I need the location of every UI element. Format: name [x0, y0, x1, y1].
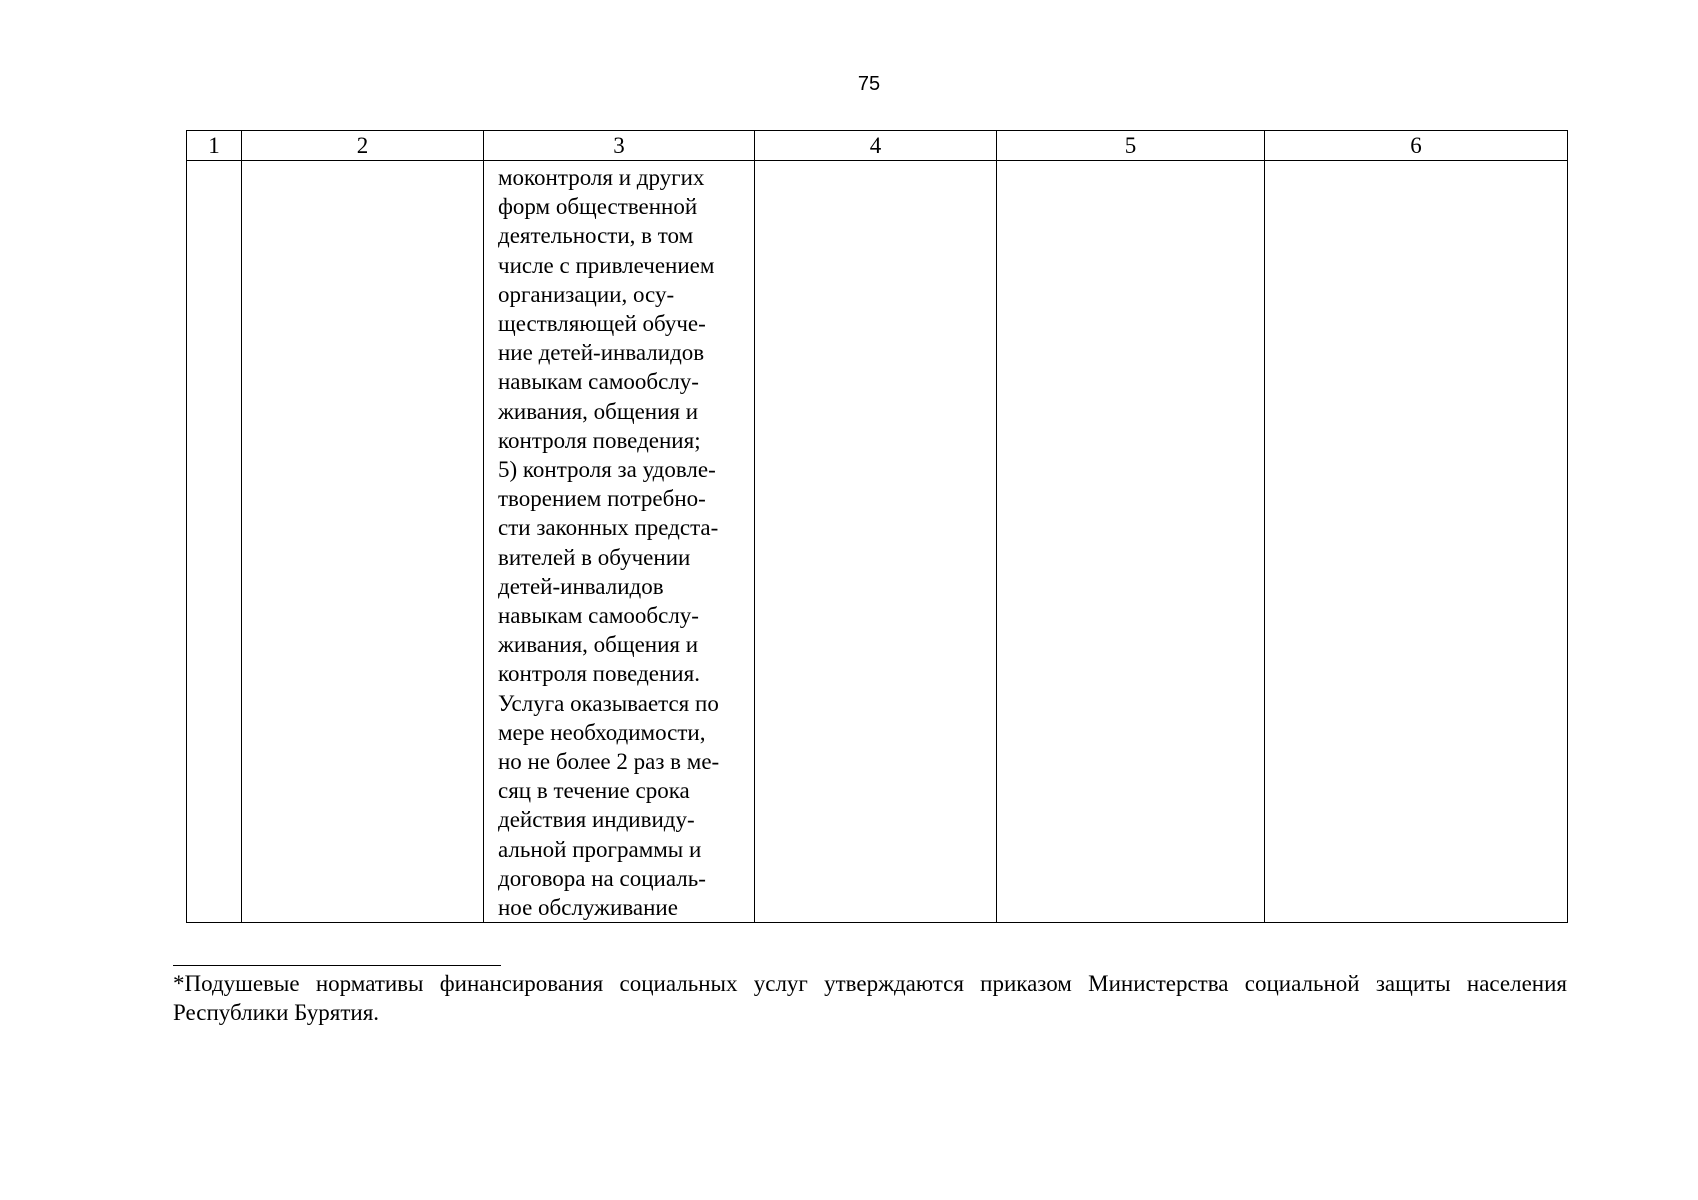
column-number-5: 5 [997, 131, 1265, 161]
services-table [186, 130, 1568, 923]
table-row [187, 161, 1568, 923]
service-description-cell: моконтроля и других форм общественной деятельности, в том числе с привлечением организации, осу- ществляющей обуче- ние детей-инвалидов навыкам самообслу- живания, общения и контроля поведения; 5) контроля за удовле- творением потребно- сти законных предста- вителей в обучении детей-инвалидов навыкам самообслу- живания, общения и контроля поведения. Услуга оказывается по мере необходимости, но не более 2 раз в ме- сяц в течение срока действия индивиду- альной программы и договора на социаль- ное обслуживание [484, 161, 755, 923]
table-cell-col4 [755, 161, 997, 923]
table-cell-col1 [187, 161, 242, 923]
footnote: *Подушевые нормативы финансирования социальных услуг утверждаются приказом Министерства социальной защиты населения Республики Бурятия. [173, 971, 1567, 1025]
column-number-1: 1 [187, 131, 242, 161]
column-number-3: 3 [484, 131, 755, 161]
table-cell-col2 [242, 161, 484, 923]
column-number-6: 6 [1265, 131, 1568, 161]
table-cell-col5 [997, 161, 1265, 923]
table-cell-col6 [1265, 161, 1568, 923]
page-number: 75 [857, 73, 881, 95]
footnote-separator [173, 965, 501, 966]
column-number-4: 4 [755, 131, 997, 161]
table-header-row [187, 131, 1568, 161]
column-number-2: 2 [242, 131, 484, 161]
